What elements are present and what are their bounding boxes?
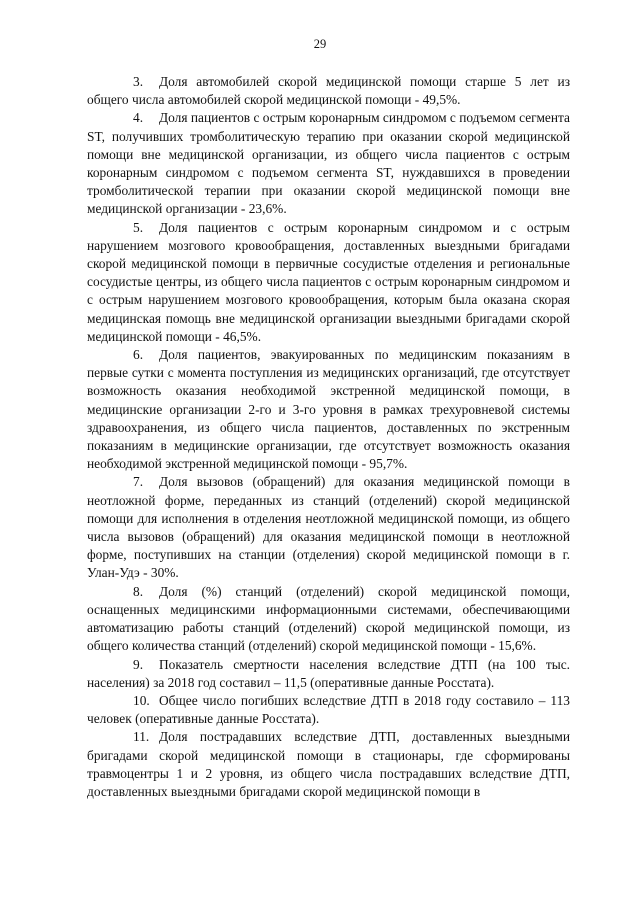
item-text: Доля (%) станций (отделений) скорой медицинской помощи, оснащенных медицинскими информационными системами, обеспечивающими автоматизацию работы станций (отделений) скорой медицинской помощи, из общего количества станций (отделений) скорой медицинской помощи - 15,6%.	[87, 583, 570, 654]
item-text: Доля пациентов с острым коронарным синдромом с подъемом сегмента ST, получивших тромболитическую терапию при оказании скорой медицинской помощи вне медицинской организации, из общего числа пациентов с острым коронарным синдромом с подъемом сегмента ST, нуждавшихся в проведении тромболитической терапии при оказании скорой медицинской помощи вне медицинской организации - 23,6%.	[87, 110, 570, 217]
item-text: Доля пациентов с острым коронарным синдромом и с острым нарушением мозгового кровообращения, доставленных выездными бригадами скорой медицинской помощи в первичные сосудистые отделения и региональные сосудистые центры, из общего числа пациентов с острым коронарным синдромом и с острым нарушением мозгового кровообращения, которым была оказана скорая медицинская помощь вне медицинской организации выездными бригадами скорой медицинской помощи - 46,5%.	[87, 219, 570, 344]
list-item	[87, 346, 570, 473]
item-text: Показатель смертности населения вследствие ДТП (на 100 тыс. населения) за 2018 год составил – 11,5 (оперативные данные Росстата).	[87, 656, 570, 690]
item-text: Доля пострадавших вследствие ДТП, доставленных выездными бригадами скорой медицинской помощи в стационары, где сформированы травмоцентры 1 и 2 уровня, из общего числа пострадавших вследствие ДТП, доставленных выездными бригадами скорой медицинской помощи в	[87, 729, 570, 799]
list-item	[87, 583, 570, 656]
item-number: 10.	[133, 692, 150, 708]
list-item	[87, 656, 570, 692]
item-text: Доля автомобилей скорой медицинской помощи старше 5 лет из общего числа автомобилей скорой медицинской помощи - 49,5%.	[87, 74, 570, 108]
item-number: 11.	[133, 729, 150, 745]
list-item	[87, 219, 570, 346]
list-item	[87, 728, 570, 801]
item-text: Доля пациентов, эвакуированных по медицинским показаниям в первые сутки с момента поступления из медицинских организаций, где отсутствует возможность оказания необходимой экстренной медицинской помощи, в медицинские организации 2-го и 3-го уровня в рамках трехуровневой системы здравоохранения, из общего числа пациентов, доставленных по экстренным показаниям в медицинские организации, где отсутствует возможность оказания необходимой экстренной медицинской помощи - 95,7%.	[87, 347, 570, 472]
item-number: 7.	[133, 474, 144, 490]
item-number: 9.	[133, 656, 144, 672]
item-number: 8.	[133, 583, 144, 599]
item-number: 5.	[133, 219, 144, 235]
item-number: 3.	[133, 74, 144, 89]
list-item	[87, 692, 570, 728]
document-body	[87, 73, 570, 801]
item-text: Доля вызовов (обращений) для оказания медицинской помощи в неотложной форме, переданных из станций (отделений) скорой медицинской помощи для исполнения в отделения неотложной медицинской помощи, из общего числа вызовов (обращений) для оказания медицинской помощи в неотложной форме, поступивших на станции (отделения) скорой медицинской помощи в г. Улан-Удэ - 30%.	[87, 474, 570, 581]
item-number: 4.	[133, 110, 144, 126]
list-item	[87, 73, 570, 109]
list-item	[87, 109, 570, 218]
item-number: 6.	[133, 347, 144, 363]
item-text: Общее число погибших вследствие ДТП в 2018 году составило – 113 человек (оперативные данные Росстата).	[87, 692, 570, 727]
list-item	[87, 473, 570, 582]
page-number: 29	[313, 37, 327, 51]
